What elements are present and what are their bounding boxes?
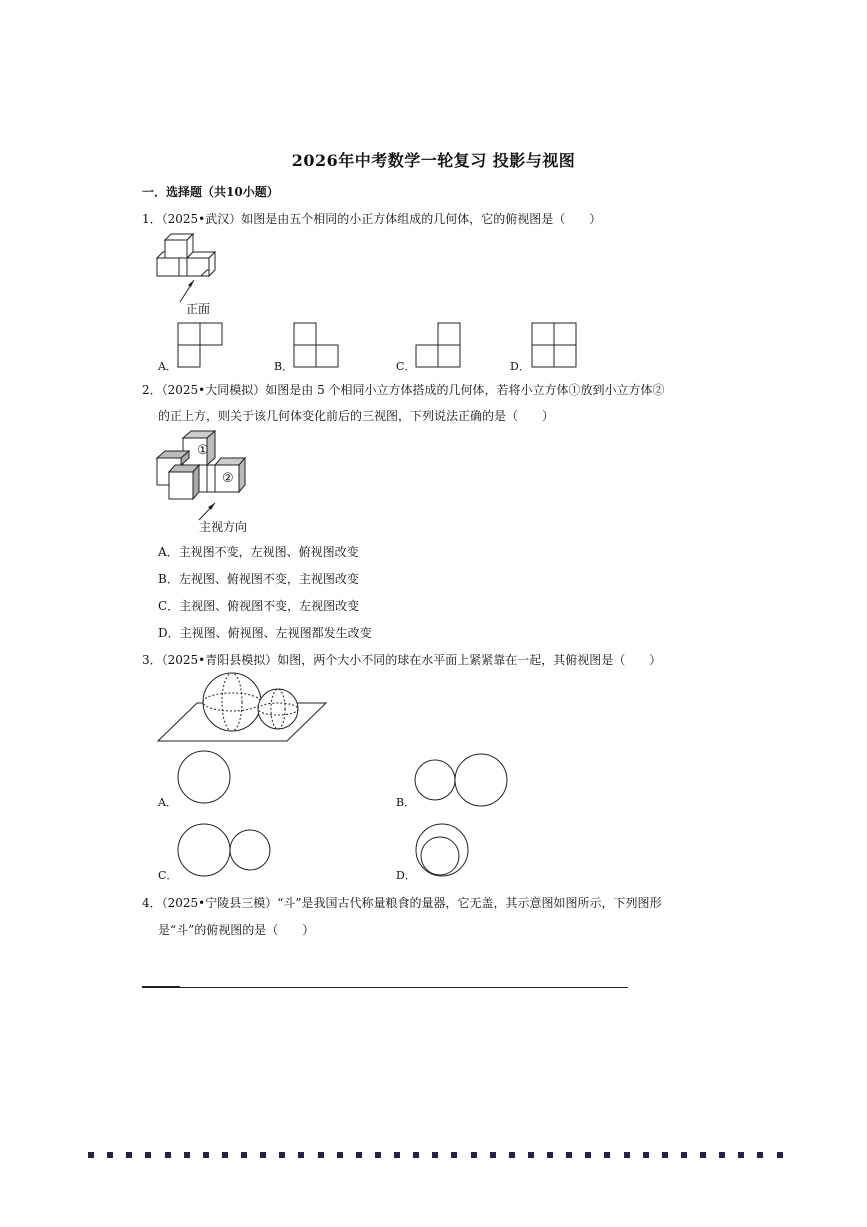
question-number: 1． — [142, 212, 162, 226]
q3-option-b-figure[interactable] — [414, 754, 510, 806]
question-stem: （2025•青阳县模拟）如图，两个大小不同的球在水平面上紧紧靠在一起，其俯视图是（ ） — [161, 653, 662, 667]
q1-option-d-figure[interactable] — [532, 323, 578, 369]
q3-option-d-letter: D． — [396, 869, 416, 882]
q1-option-b-letter: B． — [274, 360, 294, 373]
q2-choice-c[interactable]: C．主视图、俯视图不变，左视图改变 — [158, 599, 360, 613]
q1-figure-label: 正面 — [186, 302, 211, 316]
q3-spheres-figure — [157, 670, 327, 745]
q1-option-a-letter: A． — [158, 360, 177, 373]
question-2-line-2: 的正上方，则关于该几何体变化前后的三视图，下列说法正确的是（ ） — [158, 409, 555, 423]
page-title: 2026年中考数学一轮复习 投影与视图 — [291, 151, 576, 170]
question-3 — [142, 651, 661, 669]
q1-option-a-figure[interactable] — [178, 323, 224, 369]
q3-option-c-letter: C． — [158, 869, 178, 882]
question-4 — [142, 894, 662, 912]
section-heading: 一．选择题（共10小题） — [142, 185, 279, 199]
question-1 — [142, 210, 601, 228]
q1-option-b-figure[interactable] — [294, 323, 340, 369]
q2-choice-b[interactable]: B．左视图、俯视图不变，主视图改变 — [158, 572, 359, 586]
q3-option-b-letter: B． — [396, 796, 416, 809]
q1-solid-figure — [150, 232, 230, 292]
footer-dotted-border — [88, 1152, 783, 1162]
q3-option-a-figure[interactable] — [176, 750, 234, 806]
q1-option-d-letter: D． — [510, 360, 530, 373]
question-number: 3． — [142, 653, 162, 667]
question-2 — [142, 381, 665, 399]
q3-option-a-letter: A． — [158, 796, 177, 809]
bottom-divider — [142, 987, 628, 988]
question-stem-line-1: （2025•大同模拟）如图是由 5 个相同小立方体搭成的几何体，若将小立方体①放到小立方体② — [161, 383, 665, 397]
cube-mark-1: ① — [197, 443, 209, 458]
bottom-divider-accent — [142, 986, 180, 988]
question-stem-line-1: （2025•宁陵县三模）“斗”是我国古代称量粮食的量器，它无盖，其示意图如图所示，下列图形 — [161, 896, 662, 910]
q1-option-c-letter: C． — [396, 360, 416, 373]
question-stem: （2025•武汉）如图是由五个相同的小正方体组成的几何体，它的俯视图是（ ） — [161, 212, 602, 226]
q3-option-d-figure[interactable] — [414, 822, 472, 878]
cube-mark-2: ② — [222, 471, 234, 486]
question-4-line-2: 是“斗”的俯视图的是（ ） — [158, 923, 315, 937]
question-number: 2． — [142, 383, 162, 397]
question-number: 4． — [142, 896, 162, 910]
q1-option-c-figure[interactable] — [416, 323, 462, 369]
q2-figure-label: 主视方向 — [199, 520, 248, 534]
q2-choice-a[interactable]: A．主视图不变，左视图、俯视图改变 — [158, 545, 359, 559]
q2-choice-d[interactable]: D．主视图、俯视图、左视图都发生改变 — [158, 626, 372, 640]
q3-option-c-figure[interactable] — [176, 822, 274, 878]
